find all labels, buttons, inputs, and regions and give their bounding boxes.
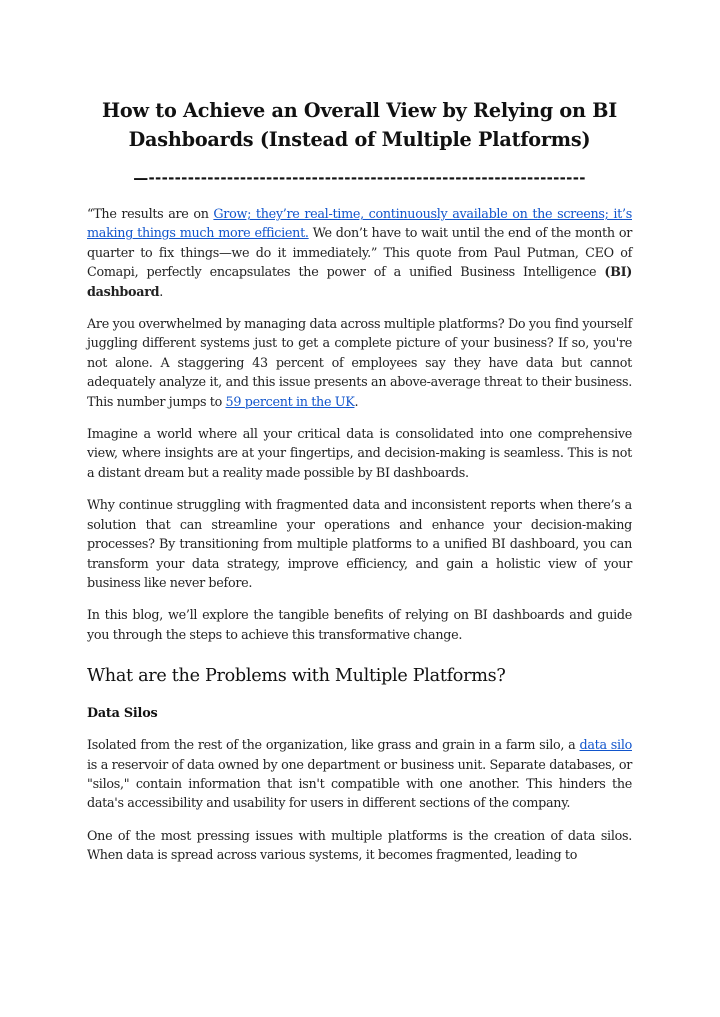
data-silo-definition-paragraph: [87, 736, 632, 814]
imagine-paragraph: Imagine a world where all your critical data is consolidated into one comprehensive view, where insights are at your fingertips, and decision-making is seamless. This is not a distant dream but a reality made possible by BI dashboards.: [87, 427, 632, 481]
data-silo-text-end: is a reservoir of data owned by one department or business unit. Separate databases, or "silos," contain information that isn't compatible with one another. This hinders the data's accessibility and usability for users in different sections of the company.: [87, 757, 632, 812]
overwhelmed-paragraph: [87, 315, 632, 412]
data-silos-issue-paragraph: One of the most pressing issues with multiple platforms is the creation of data silos. When data is spread across various systems, it becomes fragmented, leading to: [87, 828, 632, 864]
bi-dashboard-bold: (BI) dashboard: [87, 265, 632, 300]
intro-quote-paragraph: [87, 205, 632, 302]
grow-quote-link[interactable]: Grow; they’re real-time, continuously available on the screens; it’s making things much more efficient.: [87, 207, 632, 242]
problems-heading: What are the Problems with Multiple Platforms?: [87, 666, 506, 687]
title-divider: —-------------------------------------------------------------------: [133, 169, 586, 187]
document-title: How to Achieve an Overall View by Relying on BI Dashboards (Instead of Multiple Platforms): [101, 99, 618, 151]
data-silo-link[interactable]: data silo: [579, 738, 632, 754]
uk-percent-link[interactable]: 59 percent in the UK: [225, 394, 355, 410]
intro-quote-end: .: [159, 284, 164, 300]
data-silo-text-start: Isolated from the rest of the organization, like grass and grain in a farm silo, a: [87, 738, 580, 754]
overwhelmed-text: Are you overwhelmed by managing data across multiple platforms? Do you find yourself juggling different systems just to get a complete picture of your business? If so, you're not alone. A staggering 43 percent of employees say they have data but cannot adequately analyze it, and this issue presents an above-average threat to their business. This number jumps to: [87, 317, 632, 410]
overwhelmed-end: .: [354, 394, 359, 410]
intro-quote-start: “The results are on: [87, 207, 214, 222]
why-continue-paragraph: Why continue struggling with fragmented data and inconsistent reports when there’s a solution that can streamline your operations and enhance your decision-making processes? By transitioning from multiple platforms to a unified BI dashboard, you can transform your data strategy, improve efficiency, and gain a holistic view of your business like never before.: [87, 498, 632, 591]
blog-intro-paragraph: In this blog, we’ll explore the tangible benefits of relying on BI dashboards and guide you through the steps to achieve this transformative change.: [87, 608, 632, 643]
intro-quote-middle: We don’t have to wait until the end of the month or quarter to fix things—we do it immediately.” This quote from Paul Putman, CEO of Comapi, perfectly encapsulates the power of a unified Business Intelligence: [87, 226, 632, 281]
document-page: [87, 96, 632, 866]
data-silos-heading: Data Silos: [87, 706, 158, 722]
